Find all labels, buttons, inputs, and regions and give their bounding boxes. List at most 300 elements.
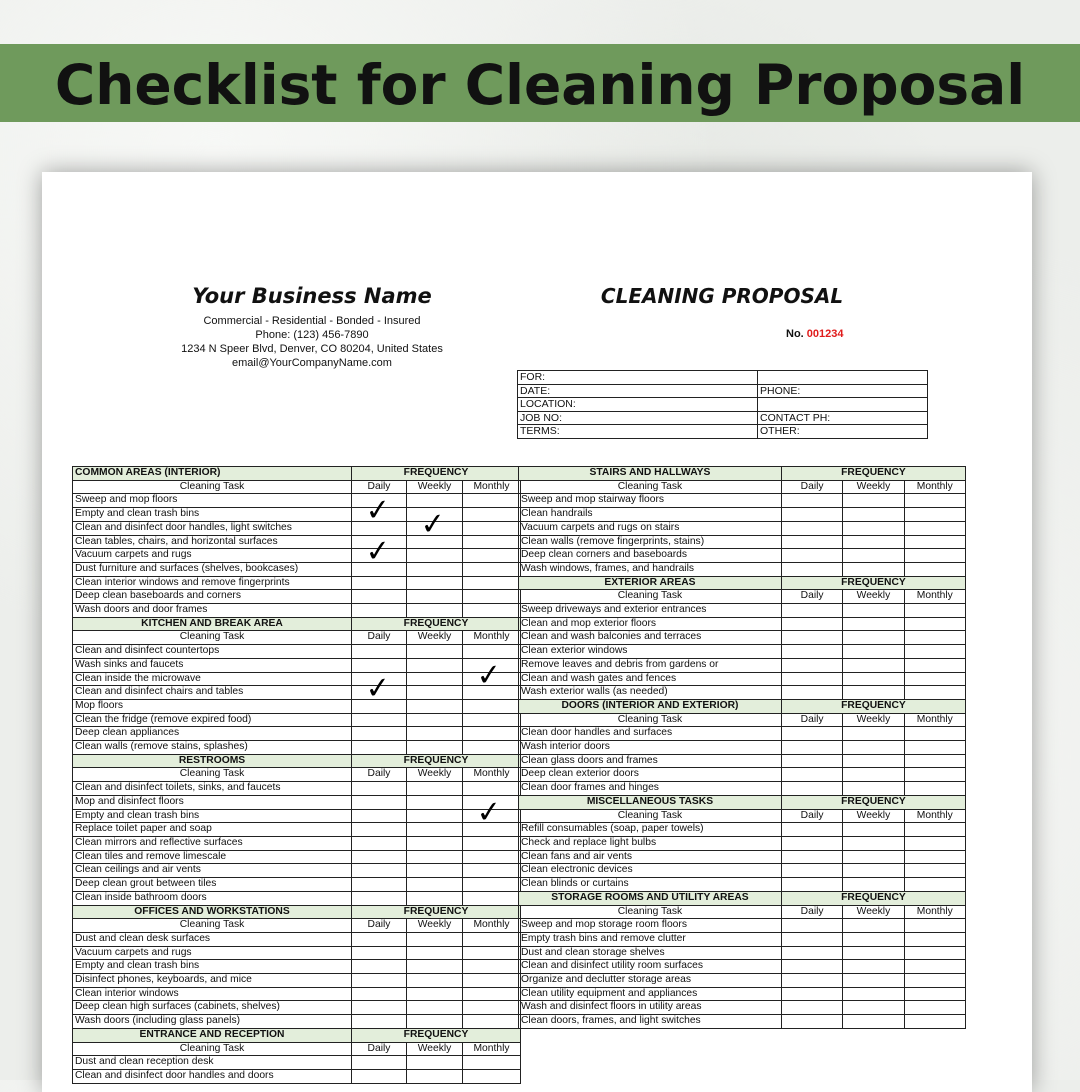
task-label: Vacuum carpets and rugs (73, 946, 352, 960)
monthly-checkbox-cell[interactable] (463, 932, 521, 946)
daily-checkbox-cell[interactable] (781, 754, 842, 768)
task-row (519, 782, 966, 796)
monthly-checkbox-cell[interactable] (463, 576, 521, 590)
cleaning-task-header: Cleaning Task (73, 768, 352, 782)
daily-checkbox-cell[interactable] (352, 823, 407, 837)
daily-checkbox-cell[interactable] (781, 919, 842, 933)
weekly-checkbox-cell[interactable] (843, 768, 904, 782)
weekly-header: Weekly (843, 809, 904, 823)
monthly-checkbox-cell[interactable] (904, 549, 965, 563)
monthly-checkbox-cell[interactable] (904, 741, 965, 755)
cleaning-task-header: Cleaning Task (73, 919, 352, 933)
weekly-checkbox-cell[interactable] (843, 658, 904, 672)
info-row (518, 398, 928, 412)
monthly-checkbox-cell[interactable] (463, 494, 521, 508)
frequency-header: FREQUENCY (781, 576, 965, 590)
daily-checkbox-cell[interactable] (781, 946, 842, 960)
daily-checkbox-cell[interactable] (781, 741, 842, 755)
weekly-checkbox-cell[interactable] (843, 494, 904, 508)
daily-checkbox-cell[interactable] (352, 576, 407, 590)
monthly-header: Monthly (463, 1042, 521, 1056)
weekly-checkbox-cell[interactable] (843, 946, 904, 960)
task-label: Clean and disinfect door handles, light switches (73, 521, 352, 535)
monthly-checkbox-cell[interactable] (904, 535, 965, 549)
task-label: Clean interior windows (73, 987, 352, 1001)
weekly-checkbox-cell[interactable] (843, 754, 904, 768)
task-row (73, 521, 521, 535)
daily-checkbox-cell[interactable] (781, 562, 842, 576)
task-row (519, 672, 966, 686)
daily-checkbox-cell[interactable] (781, 604, 842, 618)
daily-checkbox-cell[interactable] (352, 533, 407, 571)
frequency-header: FREQUENCY (781, 467, 965, 481)
info-field-label[interactable]: LOCATION: (518, 398, 758, 412)
section-header-row (73, 467, 521, 481)
monthly-checkbox-cell[interactable] (463, 535, 521, 549)
daily-checkbox-cell[interactable] (352, 1015, 407, 1029)
task-label: Mop floors (73, 699, 352, 713)
weekly-checkbox-cell[interactable] (843, 960, 904, 974)
task-row (73, 782, 521, 796)
daily-checkbox-cell[interactable] (781, 645, 842, 659)
weekly-checkbox-cell[interactable] (407, 590, 463, 604)
daily-header: Daily (781, 809, 842, 823)
monthly-checkbox-cell[interactable] (904, 987, 965, 1001)
daily-checkbox-cell[interactable] (352, 699, 407, 713)
weekly-checkbox-cell[interactable] (843, 617, 904, 631)
task-label: Clean ceilings and air vents (73, 864, 352, 878)
weekly-checkbox-cell[interactable] (407, 535, 463, 549)
daily-checkbox-cell[interactable] (781, 782, 842, 796)
checklist-right-table (518, 466, 966, 1029)
weekly-checkbox-cell[interactable] (407, 1015, 463, 1029)
daily-checkbox-cell[interactable] (352, 741, 407, 755)
weekly-checkbox-cell[interactable] (407, 836, 463, 850)
monthly-checkbox-cell[interactable] (463, 946, 521, 960)
monthly-checkbox-cell[interactable] (904, 836, 965, 850)
task-row (73, 686, 521, 700)
task-label: Clean and disinfect door handles and doors (73, 1069, 352, 1083)
section-header-row (519, 795, 966, 809)
weekly-checkbox-cell[interactable] (407, 727, 463, 741)
weekly-checkbox-cell[interactable] (407, 686, 463, 700)
weekly-checkbox-cell[interactable] (407, 658, 463, 672)
frequency-header: FREQUENCY (352, 1028, 521, 1042)
monthly-checkbox-cell[interactable] (904, 508, 965, 522)
task-label: Wash and disinfect floors in utility areas (519, 1001, 782, 1015)
task-row (73, 836, 521, 850)
monthly-checkbox-cell[interactable] (463, 850, 521, 864)
info-field-label[interactable]: TERMS: (518, 425, 758, 439)
monthly-checkbox-cell[interactable] (463, 549, 521, 563)
info-field-label[interactable]: DATE: (518, 384, 758, 398)
weekly-checkbox-cell[interactable] (843, 878, 904, 892)
daily-checkbox-cell[interactable] (781, 1001, 842, 1015)
weekly-checkbox-cell[interactable] (843, 645, 904, 659)
weekly-checkbox-cell[interactable] (407, 974, 463, 988)
monthly-checkbox-cell[interactable] (904, 521, 965, 535)
weekly-checkbox-cell[interactable] (843, 919, 904, 933)
cleaning-task-header: Cleaning Task (73, 1042, 352, 1056)
daily-checkbox-cell[interactable] (781, 960, 842, 974)
task-label: Clean exterior windows (519, 645, 782, 659)
daily-checkbox-cell[interactable] (352, 645, 407, 659)
daily-checkbox-cell[interactable] (352, 878, 407, 892)
task-row (73, 713, 521, 727)
weekly-checkbox-cell[interactable] (843, 1001, 904, 1015)
task-row (519, 494, 966, 508)
task-label: Sweep and mop storage room floors (519, 919, 782, 933)
weekly-checkbox-cell[interactable] (843, 1015, 904, 1029)
weekly-checkbox-cell[interactable] (407, 864, 463, 878)
column-header-row (519, 480, 966, 494)
weekly-checkbox-cell[interactable] (843, 987, 904, 1001)
daily-checkbox-cell[interactable] (352, 1069, 407, 1083)
task-row (519, 645, 966, 659)
weekly-checkbox-cell[interactable] (843, 508, 904, 522)
monthly-checkbox-cell[interactable] (463, 562, 521, 576)
task-label: Clean tiles and remove limescale (73, 850, 352, 864)
daily-header: Daily (352, 1042, 407, 1056)
monthly-checkbox-cell[interactable] (904, 617, 965, 631)
task-label: Clean inside bathroom doors (73, 891, 352, 905)
weekly-checkbox-cell[interactable] (843, 672, 904, 686)
weekly-checkbox-cell[interactable] (407, 645, 463, 659)
monthly-checkbox-cell[interactable] (904, 768, 965, 782)
monthly-checkbox-cell[interactable] (463, 1056, 521, 1070)
daily-checkbox-cell[interactable] (781, 987, 842, 1001)
daily-checkbox-cell[interactable] (352, 795, 407, 809)
weekly-checkbox-cell[interactable] (843, 850, 904, 864)
daily-checkbox-cell[interactable] (352, 960, 407, 974)
task-label: Vacuum carpets and rugs on stairs (519, 521, 782, 535)
monthly-checkbox-cell[interactable] (904, 782, 965, 796)
monthly-header: Monthly (904, 713, 965, 727)
monthly-checkbox-cell[interactable] (463, 521, 521, 535)
banner-title: Checklist for Cleaning Proposal (54, 53, 1026, 117)
monthly-checkbox-cell[interactable] (463, 741, 521, 755)
monthly-checkbox-cell[interactable] (463, 1001, 521, 1015)
weekly-checkbox-cell[interactable] (407, 741, 463, 755)
weekly-checkbox-cell[interactable] (407, 850, 463, 864)
info-field-label-secondary[interactable]: PHONE: (758, 384, 928, 398)
monthly-checkbox-cell[interactable] (463, 878, 521, 892)
task-label: Empty and clean trash bins (73, 809, 352, 823)
weekly-header: Weekly (843, 480, 904, 494)
daily-checkbox-cell[interactable] (781, 672, 842, 686)
proposal-number-value: 001234 (806, 328, 844, 340)
daily-checkbox-cell[interactable] (352, 850, 407, 864)
weekly-checkbox-cell[interactable] (843, 686, 904, 700)
monthly-checkbox-cell[interactable] (904, 754, 965, 768)
cleaning-task-header: Cleaning Task (73, 480, 352, 494)
daily-checkbox-cell[interactable] (352, 809, 407, 823)
column-header-row (519, 590, 966, 604)
task-label: Wash doors and door frames (73, 604, 352, 618)
task-row (73, 1015, 521, 1029)
weekly-checkbox-cell[interactable] (843, 521, 904, 535)
daily-checkbox-cell[interactable] (352, 713, 407, 727)
weekly-header: Weekly (843, 590, 904, 604)
proposal-number (786, 328, 844, 340)
checkmark-icon: ✓ (419, 505, 447, 543)
monthly-checkbox-cell[interactable] (904, 645, 965, 659)
daily-checkbox-cell[interactable] (781, 850, 842, 864)
weekly-checkbox-cell[interactable] (407, 891, 463, 905)
section-header-row (519, 699, 966, 713)
weekly-checkbox-cell[interactable] (843, 932, 904, 946)
weekly-checkbox-cell[interactable] (407, 946, 463, 960)
daily-checkbox-cell[interactable] (781, 686, 842, 700)
daily-checkbox-cell[interactable] (352, 1001, 407, 1015)
monthly-header: Monthly (904, 480, 965, 494)
weekly-checkbox-cell[interactable] (407, 494, 463, 508)
weekly-checkbox-cell[interactable] (407, 782, 463, 796)
daily-checkbox-cell[interactable] (352, 562, 407, 576)
task-row (73, 672, 521, 686)
monthly-checkbox-cell[interactable] (904, 727, 965, 741)
weekly-checkbox-cell[interactable] (407, 987, 463, 1001)
weekly-checkbox-cell[interactable] (407, 932, 463, 946)
section-header-row (73, 617, 521, 631)
daily-checkbox-cell[interactable] (781, 535, 842, 549)
task-row (73, 864, 521, 878)
monthly-checkbox-cell[interactable] (463, 782, 521, 796)
task-label: Clean inside the microwave (73, 672, 352, 686)
weekly-checkbox-cell[interactable] (843, 782, 904, 796)
task-row (73, 645, 521, 659)
monthly-checkbox-cell[interactable] (904, 631, 965, 645)
task-row (73, 1069, 521, 1083)
monthly-checkbox-cell[interactable] (904, 919, 965, 933)
daily-checkbox-cell[interactable] (781, 727, 842, 741)
task-label: Dust and clean reception desk (73, 1056, 352, 1070)
weekly-checkbox-cell[interactable] (843, 727, 904, 741)
task-row (519, 987, 966, 1001)
daily-checkbox-cell[interactable] (352, 987, 407, 1001)
weekly-checkbox-cell[interactable] (843, 562, 904, 576)
task-row (519, 864, 966, 878)
monthly-checkbox-cell[interactable] (463, 604, 521, 618)
daily-checkbox-cell[interactable] (352, 782, 407, 796)
task-label: Mop and disinfect floors (73, 795, 352, 809)
weekly-checkbox-cell[interactable] (407, 878, 463, 892)
daily-checkbox-cell[interactable] (781, 658, 842, 672)
weekly-checkbox-cell[interactable] (407, 1069, 463, 1083)
monthly-checkbox-cell[interactable] (904, 494, 965, 508)
task-label: Clean door handles and surfaces (519, 727, 782, 741)
daily-checkbox-cell[interactable] (352, 864, 407, 878)
daily-checkbox-cell[interactable] (781, 617, 842, 631)
daily-checkbox-cell[interactable] (781, 864, 842, 878)
section-header-row (73, 1028, 521, 1042)
weekly-checkbox-cell[interactable] (843, 864, 904, 878)
weekly-header: Weekly (407, 919, 463, 933)
monthly-checkbox-cell[interactable] (463, 891, 521, 905)
weekly-checkbox-cell[interactable] (843, 549, 904, 563)
weekly-checkbox-cell[interactable] (407, 672, 463, 686)
weekly-checkbox-cell[interactable] (843, 535, 904, 549)
daily-checkbox-cell[interactable] (781, 1015, 842, 1029)
weekly-checkbox-cell[interactable] (407, 505, 463, 543)
monthly-checkbox-cell[interactable] (904, 932, 965, 946)
monthly-checkbox-cell[interactable] (463, 656, 521, 694)
monthly-checkbox-cell[interactable] (463, 1015, 521, 1029)
proposal-number-label: No. (786, 328, 804, 340)
daily-header: Daily (352, 631, 407, 645)
task-row (519, 1015, 966, 1029)
task-label: Empty and clean trash bins (73, 960, 352, 974)
monthly-checkbox-cell[interactable] (463, 727, 521, 741)
daily-checkbox-cell[interactable] (352, 492, 407, 529)
task-label: Clean and disinfect chairs and tables (73, 686, 352, 700)
info-field-label-secondary[interactable] (758, 371, 928, 385)
daily-checkbox-cell[interactable] (352, 590, 407, 604)
monthly-checkbox-cell[interactable] (463, 713, 521, 727)
daily-checkbox-cell[interactable] (781, 768, 842, 782)
weekly-checkbox-cell[interactable] (407, 576, 463, 590)
task-row (519, 878, 966, 892)
task-row (73, 823, 521, 837)
task-row (519, 919, 966, 933)
column-header-row (73, 919, 521, 933)
daily-checkbox-cell[interactable] (352, 891, 407, 905)
daily-checkbox-cell[interactable] (781, 549, 842, 563)
task-label: Sweep and mop floors (73, 494, 352, 508)
daily-checkbox-cell[interactable] (352, 974, 407, 988)
monthly-checkbox-cell[interactable] (904, 604, 965, 618)
monthly-checkbox-cell[interactable] (463, 823, 521, 837)
task-label: Clean blinds or curtains (519, 878, 782, 892)
daily-checkbox-cell[interactable] (781, 932, 842, 946)
daily-checkbox-cell[interactable] (781, 974, 842, 988)
weekly-checkbox-cell[interactable] (407, 1001, 463, 1015)
monthly-checkbox-cell[interactable] (904, 823, 965, 837)
daily-checkbox-cell[interactable] (352, 836, 407, 850)
info-field-label[interactable]: JOB NO: (518, 411, 758, 425)
weekly-checkbox-cell[interactable] (407, 562, 463, 576)
daily-checkbox-cell[interactable] (352, 932, 407, 946)
daily-checkbox-cell[interactable] (352, 727, 407, 741)
daily-checkbox-cell[interactable] (781, 836, 842, 850)
monthly-checkbox-cell[interactable] (463, 974, 521, 988)
task-row (519, 686, 966, 700)
task-label: Clean interior windows and remove fingerprints (73, 576, 352, 590)
task-label: Clean the fridge (remove expired food) (73, 713, 352, 727)
monthly-checkbox-cell[interactable] (904, 878, 965, 892)
daily-checkbox-cell[interactable] (781, 823, 842, 837)
daily-checkbox-cell[interactable] (781, 494, 842, 508)
weekly-checkbox-cell[interactable] (843, 631, 904, 645)
monthly-checkbox-cell[interactable] (463, 1069, 521, 1083)
info-field-label[interactable]: FOR: (518, 371, 758, 385)
weekly-checkbox-cell[interactable] (407, 795, 463, 809)
weekly-checkbox-cell[interactable] (407, 823, 463, 837)
weekly-checkbox-cell[interactable] (843, 604, 904, 618)
monthly-checkbox-cell[interactable] (463, 590, 521, 604)
weekly-checkbox-cell[interactable] (843, 974, 904, 988)
proposal-title: CLEANING PROPOSAL (600, 284, 844, 308)
task-label: Clean glass doors and frames (519, 754, 782, 768)
weekly-checkbox-cell[interactable] (407, 809, 463, 823)
proposal-sheet (42, 172, 1032, 1092)
monthly-checkbox-cell[interactable] (463, 836, 521, 850)
monthly-checkbox-cell[interactable] (904, 974, 965, 988)
daily-checkbox-cell[interactable] (352, 670, 407, 708)
task-row (73, 508, 521, 522)
monthly-checkbox-cell[interactable] (904, 1001, 965, 1015)
monthly-checkbox-cell[interactable] (463, 699, 521, 713)
task-row (519, 549, 966, 563)
monthly-checkbox-cell[interactable] (463, 793, 521, 831)
daily-checkbox-cell[interactable] (781, 521, 842, 535)
cleaning-task-header: Cleaning Task (73, 631, 352, 645)
monthly-checkbox-cell[interactable] (904, 562, 965, 576)
info-field-label-secondary[interactable]: OTHER: (760, 425, 800, 437)
monthly-checkbox-cell[interactable] (463, 508, 521, 522)
task-row (73, 604, 521, 618)
frequency-header: FREQUENCY (352, 754, 521, 768)
task-label: Vacuum carpets and rugs (73, 549, 352, 563)
task-row (73, 1056, 521, 1070)
weekly-checkbox-cell[interactable] (407, 1056, 463, 1070)
daily-checkbox-cell[interactable] (781, 631, 842, 645)
monthly-checkbox-cell[interactable] (463, 987, 521, 1001)
weekly-checkbox-cell[interactable] (407, 604, 463, 618)
frequency-header: FREQUENCY (781, 795, 965, 809)
monthly-checkbox-cell[interactable] (463, 864, 521, 878)
weekly-checkbox-cell[interactable] (843, 836, 904, 850)
monthly-checkbox-cell[interactable] (904, 686, 965, 700)
task-row (73, 562, 521, 576)
info-field-label-secondary[interactable]: CONTACT PH: (758, 411, 928, 425)
daily-checkbox-cell[interactable] (352, 946, 407, 960)
weekly-checkbox-cell[interactable] (407, 960, 463, 974)
daily-header: Daily (352, 480, 407, 494)
monthly-checkbox-cell[interactable] (904, 946, 965, 960)
daily-checkbox-cell[interactable] (781, 878, 842, 892)
daily-checkbox-cell[interactable] (781, 508, 842, 522)
weekly-checkbox-cell[interactable] (407, 699, 463, 713)
weekly-checkbox-cell[interactable] (407, 713, 463, 727)
monthly-checkbox-cell[interactable] (904, 658, 965, 672)
task-row (73, 494, 521, 508)
task-row (519, 658, 966, 672)
weekly-header: Weekly (407, 480, 463, 494)
monthly-checkbox-cell[interactable] (904, 1015, 965, 1029)
monthly-checkbox-cell[interactable] (904, 864, 965, 878)
weekly-checkbox-cell[interactable] (407, 549, 463, 563)
monthly-checkbox-cell[interactable] (463, 960, 521, 974)
info-field-label-secondary[interactable] (758, 398, 928, 412)
weekly-header: Weekly (407, 631, 463, 645)
weekly-checkbox-cell[interactable] (843, 741, 904, 755)
weekly-checkbox-cell[interactable] (843, 823, 904, 837)
task-row (73, 850, 521, 864)
task-label: Clean doors, frames, and light switches (519, 1015, 782, 1029)
monthly-checkbox-cell[interactable] (904, 672, 965, 686)
cleaning-task-header: Cleaning Task (519, 480, 782, 494)
daily-checkbox-cell[interactable] (352, 604, 407, 618)
task-label: Wash doors (including glass panels) (73, 1015, 352, 1029)
monthly-checkbox-cell[interactable] (463, 645, 521, 659)
monthly-checkbox-cell[interactable] (904, 960, 965, 974)
daily-checkbox-cell[interactable] (352, 1056, 407, 1070)
monthly-checkbox-cell[interactable] (463, 686, 521, 700)
monthly-checkbox-cell[interactable] (904, 850, 965, 864)
task-label: Clean and wash balconies and terraces (519, 631, 782, 645)
task-row (73, 576, 521, 590)
